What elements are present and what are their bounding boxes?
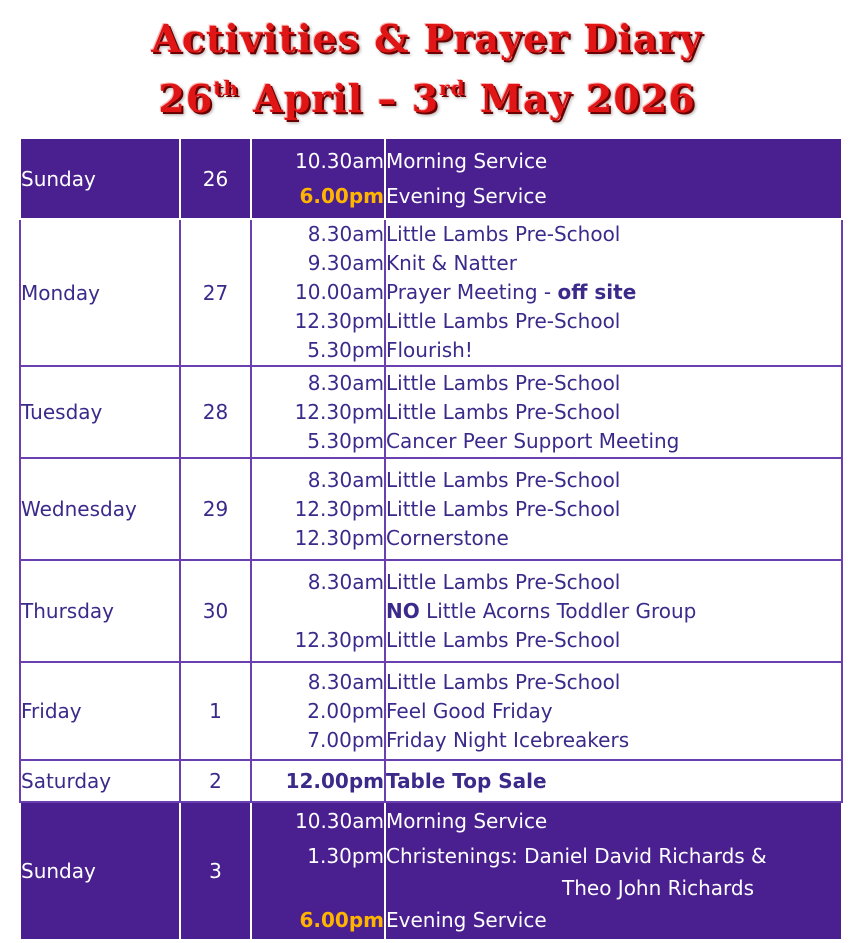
activities-cell xyxy=(385,219,842,366)
activity-bold-note: NO xyxy=(386,598,420,623)
activity-text: Little Acorns Toddler Group xyxy=(426,598,697,623)
time-entry: 1.30pm xyxy=(307,844,384,868)
times-cell xyxy=(251,458,385,560)
time-entry: 10.00am xyxy=(295,280,384,304)
day-cell: Wednesday xyxy=(20,458,180,560)
times-cell xyxy=(251,138,385,219)
table-row xyxy=(20,219,842,366)
activity-entry: Knit & Natter xyxy=(386,251,517,275)
time-entry: 6.00pm xyxy=(299,908,384,932)
time-entry: 9.30am xyxy=(307,251,384,275)
date-cell: 3 xyxy=(180,802,251,940)
time-entry: 12.30pm xyxy=(294,627,384,652)
time-spacer xyxy=(252,874,384,903)
date-cell: 26 xyxy=(180,138,251,219)
time-entry: 12.00pm xyxy=(285,768,384,793)
times-cell xyxy=(251,760,385,802)
activity-entry: Evening Service xyxy=(386,183,547,208)
activities-cell xyxy=(385,802,842,940)
table-row xyxy=(20,366,842,458)
time-entry: 8.30am xyxy=(307,467,384,492)
table-row xyxy=(20,138,842,219)
activity-entry: Little Lambs Pre-School xyxy=(386,467,621,492)
time-entry: 7.00pm xyxy=(307,727,384,752)
time-entry: 12.30pm xyxy=(294,309,384,333)
activity-entry: Little Lambs Pre-School xyxy=(386,370,621,395)
activity-entry: Flourish! xyxy=(386,338,473,362)
time-entry: 10.30am xyxy=(295,148,384,173)
date-cell: 28 xyxy=(180,366,251,458)
date-end-sup: rd xyxy=(439,76,466,100)
time-entry: 5.30pm xyxy=(307,338,384,362)
date-start-sup: th xyxy=(213,76,240,100)
day-cell: Friday xyxy=(20,662,180,760)
time-entry: 8.30am xyxy=(307,222,384,246)
date-cell: 1 xyxy=(180,662,251,760)
time-entry: 2.00pm xyxy=(307,698,384,723)
activity-entry: Cornerstone xyxy=(386,525,509,550)
activities-cell xyxy=(385,560,842,662)
time-entry: 12.30pm xyxy=(294,525,384,550)
table-row xyxy=(20,662,842,760)
activity-entry: Christenings: Daniel David Richards & xyxy=(386,844,767,868)
time-entry: 6.00pm xyxy=(299,183,384,208)
activity-entry xyxy=(386,278,841,307)
activities-cell xyxy=(385,760,842,802)
date-cell: 29 xyxy=(180,458,251,560)
date-cell: 27 xyxy=(180,219,251,366)
date-start-num: 26 xyxy=(158,76,214,121)
date-end-month: May 2026 xyxy=(479,76,696,121)
day-cell: Sunday xyxy=(20,138,180,219)
table-row xyxy=(20,560,842,662)
activity-entry: Feel Good Friday xyxy=(386,698,553,723)
day-cell: Saturday xyxy=(20,760,180,802)
date-range xyxy=(0,76,854,121)
date-cell: 2 xyxy=(180,760,251,802)
activity-entry: Little Lambs Pre-School xyxy=(386,627,621,652)
time-entry: 8.30am xyxy=(307,569,384,594)
activities-cell xyxy=(385,458,842,560)
activity-entry: Little Lambs Pre-School xyxy=(386,669,621,694)
activity-entry: Evening Service xyxy=(386,908,547,932)
day-cell: Sunday xyxy=(20,802,180,940)
times-cell xyxy=(251,662,385,760)
date-start-month: April – xyxy=(253,76,398,121)
header xyxy=(0,0,854,138)
times-cell xyxy=(251,219,385,366)
times-cell xyxy=(251,802,385,940)
time-entry: 12.30pm xyxy=(294,399,384,424)
activity-entry: Theo John Richards xyxy=(562,876,755,900)
activities-cell xyxy=(385,138,842,219)
activity-entry: Little Lambs Pre-School xyxy=(386,222,621,246)
activities-cell xyxy=(385,366,842,458)
time-entry: 5.30pm xyxy=(307,428,384,453)
activity-entry: Cancer Peer Support Meeting xyxy=(386,428,680,453)
page-title: Activities & Prayer Diary xyxy=(151,16,703,61)
activity-entry: Morning Service xyxy=(386,809,548,833)
table-row xyxy=(20,458,842,560)
table-row xyxy=(20,802,842,940)
time-entry: 8.30am xyxy=(307,669,384,694)
activity-entry xyxy=(386,597,841,626)
time-entry: 10.30am xyxy=(295,809,384,833)
day-cell: Monday xyxy=(20,219,180,366)
activity-entry: Little Lambs Pre-School xyxy=(386,569,621,594)
activity-text: Prayer Meeting - xyxy=(386,280,552,304)
diary-table xyxy=(19,137,843,941)
activity-entry: Table Top Sale xyxy=(386,768,547,793)
day-cell: Thursday xyxy=(20,560,180,662)
times-cell xyxy=(251,560,385,662)
table-row xyxy=(20,760,842,802)
times-cell xyxy=(251,366,385,458)
time-spacer xyxy=(252,597,384,626)
activity-entry: Little Lambs Pre-School xyxy=(386,309,621,333)
date-cell: 30 xyxy=(180,560,251,662)
activity-entry: Little Lambs Pre-School xyxy=(386,496,621,521)
date-end-num: 3 xyxy=(411,76,440,121)
day-cell: Tuesday xyxy=(20,366,180,458)
time-entry: 8.30am xyxy=(307,370,384,395)
activities-cell xyxy=(385,662,842,760)
activity-entry: Little Lambs Pre-School xyxy=(386,399,621,424)
time-entry: 12.30pm xyxy=(294,496,384,521)
activity-entry: Morning Service xyxy=(386,148,548,173)
activity-entry: Friday Night Icebreakers xyxy=(386,727,630,752)
activity-bold-note: off site xyxy=(557,280,637,304)
